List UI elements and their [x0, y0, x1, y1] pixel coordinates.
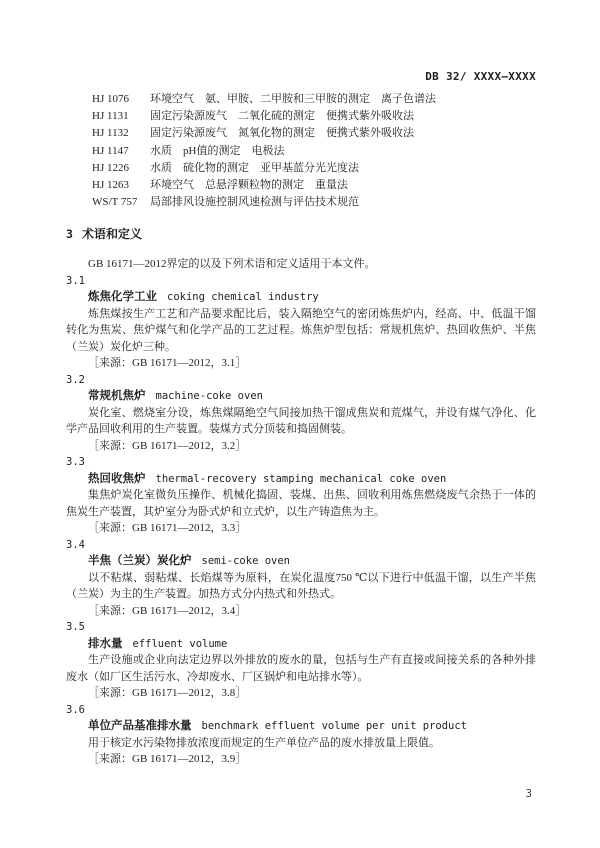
term-definition: 炭化室、燃烧室分设，炼焦煤隔绝空气间接加热干馏成焦炭和荒煤气，并设有煤气净化、化学产品回收利用的生产装置。装煤方式分顶装和捣固侧装。 — [66, 406, 536, 436]
doc-number: DB 32/ XXXX—XXXX — [425, 70, 536, 83]
term-source: ［来源：GB 16171—2012，3.8］ — [88, 687, 247, 700]
clause-number: 3.3 — [66, 456, 85, 469]
term-source: ［来源：GB 16171—2012，3.9］ — [88, 753, 247, 766]
reference-title: 固定污染源废气 二氧化硫的测定 便携式紫外吸收法 — [150, 110, 414, 123]
term-name-zh: 炼焦化学工业 — [88, 291, 157, 304]
section-heading — [66, 225, 536, 243]
clause-number: 3.1 — [66, 274, 85, 287]
reference-title: 水质 硫化物的测定 亚甲基蓝分光光度法 — [150, 161, 359, 174]
term-definition: 以不粘煤、弱粘煤、长焰煤等为原料，在炭化温度750 ℃以下进行中低温干馏，以生产半焦（兰炭）为主的生产装置。加热方式分内热式和外热式。 — [66, 571, 536, 601]
term-source: ［来源：GB 16171—2012，3.1］ — [88, 357, 247, 370]
term-line — [66, 553, 536, 570]
term-line — [66, 289, 536, 306]
term-name-zh: 单位产品基准排水量 — [88, 720, 192, 733]
section-number: 3 — [66, 227, 73, 242]
term-name-zh: 热回收焦炉 — [88, 472, 146, 485]
term-name-en: coking chemical industry — [167, 291, 319, 304]
term-name-en: effluent volume — [132, 637, 228, 650]
reference-item — [92, 125, 536, 142]
reference-code: HJ 1263 — [92, 179, 129, 192]
terms-intro: GB 16171—2012界定的以及下列术语和定义适用于本文件。 — [88, 258, 376, 271]
term-block-3-3 — [66, 454, 536, 537]
reference-code: WS/T 757 — [92, 196, 138, 209]
term-line — [66, 718, 536, 735]
term-name-zh: 半焦（兰炭）炭化炉 — [88, 555, 192, 568]
reference-item — [92, 108, 536, 125]
term-definition: 生产设施或企业向法定边界以外排放的废水的量，包括与生产有直接或间接关系的各种外排废水（如厂区生活污水、冷却废水、厂区锅炉和电站排水等）。 — [66, 654, 536, 683]
term-line — [66, 636, 536, 653]
term-name-en: thermal-recovery stamping mechanical coke oven — [155, 472, 447, 485]
reference-code: HJ 1132 — [92, 127, 129, 140]
term-block-3-1 — [66, 273, 536, 372]
term-definition: 用于核定水污染物排放浓度而规定的生产单位产品的废水排放量上限值。 — [88, 736, 440, 749]
clause-number: 3.6 — [66, 703, 85, 716]
reference-item — [92, 177, 536, 194]
term-block-3-5 — [66, 619, 536, 702]
reference-list — [92, 91, 536, 211]
term-name-en: machine-coke oven — [155, 390, 263, 403]
term-source: ［来源：GB 16171—2012，3.3］ — [88, 522, 247, 535]
reference-title: 局部排风设施控制风速检测与评估技术规范 — [150, 196, 359, 209]
term-definition: 集焦炉炭化室微负压操作、机械化捣固、装煤、出焦、回收利用炼焦燃烧废气余热于一体的焦炭生产装置，其炉室分为卧式炉和立式炉，以生产铸造焦为主。 — [66, 489, 536, 518]
term-line — [66, 388, 536, 405]
term-block-3-6 — [66, 702, 536, 768]
reference-item — [92, 160, 536, 177]
term-block-3-4 — [66, 537, 536, 620]
reference-item — [92, 143, 536, 160]
reference-title: 环境空气 氨、甲胺、二甲胺和三甲胺的测定 离子色谱法 — [150, 93, 436, 105]
term-name-zh: 排水量 — [88, 637, 123, 650]
term-name-zh: 常规机焦炉 — [88, 390, 146, 403]
reference-title: 固定污染源废气 氮氧化物的测定 便携式紫外吸收法 — [150, 127, 414, 140]
page-number: 3 — [525, 788, 532, 800]
clause-number: 3.2 — [66, 373, 85, 386]
reference-code: HJ 1131 — [92, 110, 129, 123]
clause-number: 3.4 — [66, 538, 85, 551]
reference-title: 水质 pH值的测定 电极法 — [150, 144, 285, 157]
reference-code: HJ 1076 — [92, 93, 129, 105]
reference-title: 环境空气 总悬浮颗粒物的测定 重量法 — [150, 179, 348, 192]
section-title: 术语和定义 — [81, 227, 142, 242]
clause-number: 3.5 — [66, 621, 85, 634]
reference-item — [92, 194, 536, 211]
term-line — [66, 471, 536, 488]
reference-item — [92, 91, 536, 108]
reference-code: HJ 1226 — [92, 161, 129, 174]
term-block-3-2 — [66, 372, 536, 455]
term-source: ［来源：GB 16171—2012，3.4］ — [88, 604, 247, 617]
term-name-en: benchmark effluent volume per unit product — [201, 720, 468, 733]
term-source: ［来源：GB 16171—2012，3.2］ — [88, 439, 247, 452]
reference-code: HJ 1147 — [92, 144, 129, 157]
term-definition: 炼焦煤按生产工艺和产品要求配比后，装入隔绝空气的密闭炼焦炉内，经高、中、低温干馏转化为焦炭、焦炉煤气和化学产品的工艺过程。炼焦炉型包括：常规机焦炉、热回收焦炉、半焦（兰炭）炭化炉三种。 — [66, 307, 536, 353]
term-name-en: semi-coke oven — [201, 555, 291, 568]
